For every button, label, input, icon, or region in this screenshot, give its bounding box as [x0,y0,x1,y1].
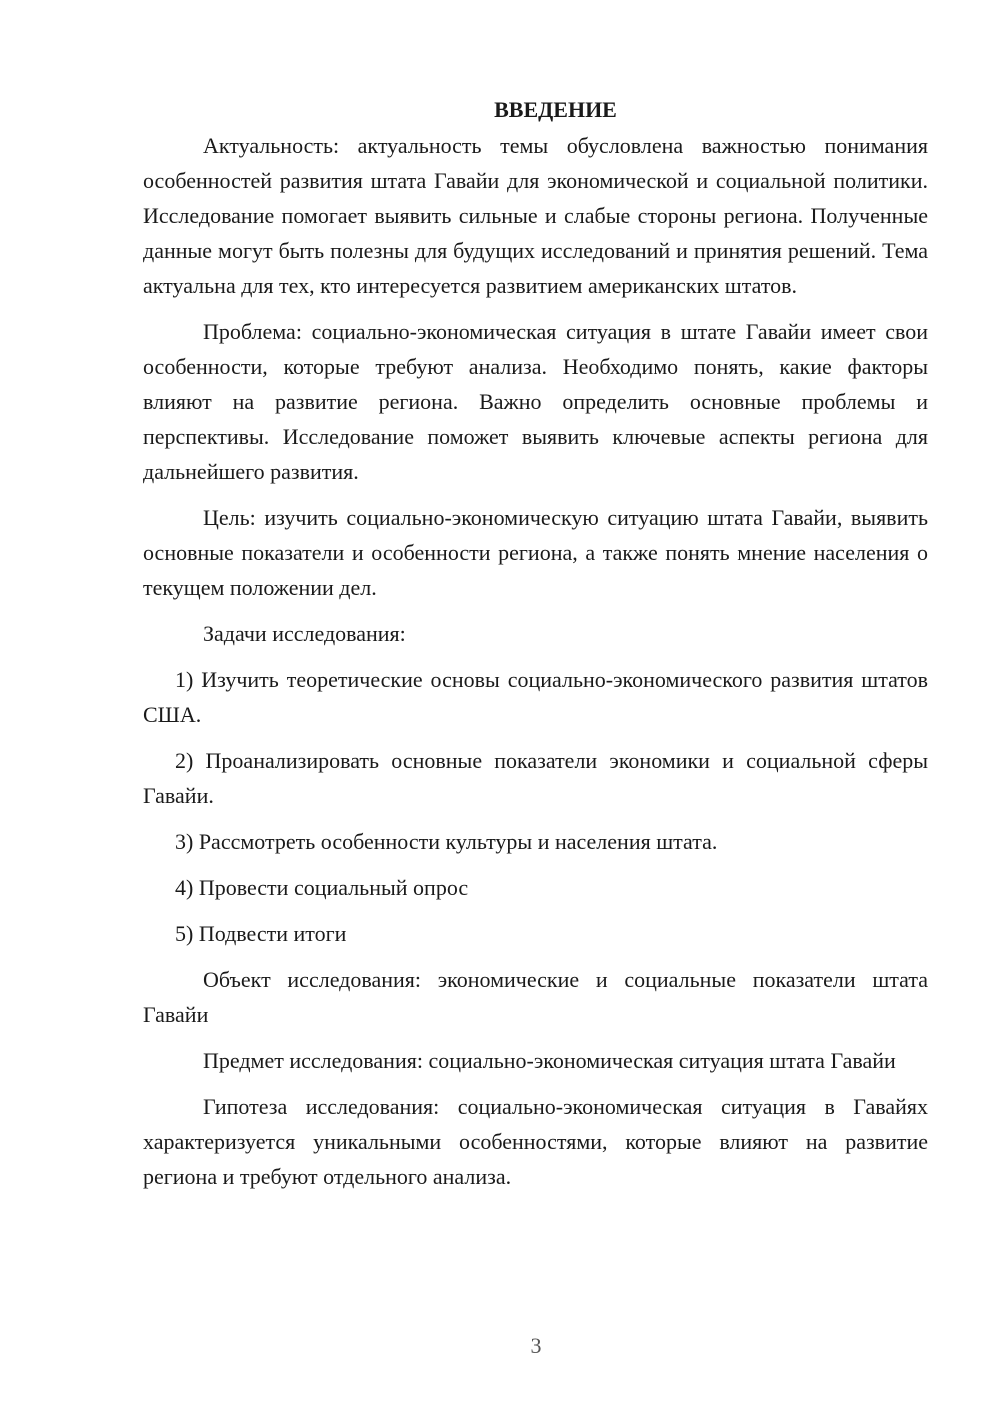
hypothesis-paragraph: Гипотеза исследования: социально-экономическая ситуация в Гавайях характеризуется уникальными особенностями, которые влияют на развитие региона и требуют отдельного анализа. [143,1094,928,1189]
page-number: 3 [530,1333,542,1358]
task-item: 1) Изучить теоретические основы социально-экономического развития штатов США. [143,667,928,727]
goal-paragraph: Цель: изучить социально-экономическую ситуацию штата Гавайи, выявить основные показатели и особенности региона, а также понять мнение населения о текущем положении дел. [143,505,928,600]
section-title: ВВЕДЕНИЕ [494,97,617,122]
object-paragraph: Объект исследования: экономические и социальные показатели штата Гавайи [143,967,928,1027]
tasks-heading: Задачи исследования: [203,621,406,646]
page-content [143,92,928,1205]
task-item: 3) Рассмотреть особенности культуры и населения штата. [175,829,718,854]
relevance-paragraph: Актуальность: актуальность темы обусловлена важностью понимания особенностей развития штата Гавайи для экономической и социальной политики. Исследование помогает выявить сильные и слабые стороны региона. Полученные данные могут быть полезны для будущих исследований и принятия решений. Тема актуальна для тех, кто интересуется развитием американских штатов. [143,133,928,298]
subject-paragraph: Предмет исследования: социально-экономическая ситуация штата Гавайи [203,1048,896,1073]
problem-paragraph: Проблема: социально-экономическая ситуация в штате Гавайи имеет свои особенности, которые требуют анализа. Необходимо понять, какие факторы влияют на развитие региона. Важно определить основные проблемы и перспективы. Исследование поможет выявить ключевые аспекты региона для дальнейшего развития. [143,319,928,484]
task-item: 4) Провести социальный опрос [175,875,469,900]
task-item: 2) Проанализировать основные показатели экономики и социальной сферы Гавайи. [143,748,928,808]
task-item: 5) Подвести итоги [175,921,347,946]
